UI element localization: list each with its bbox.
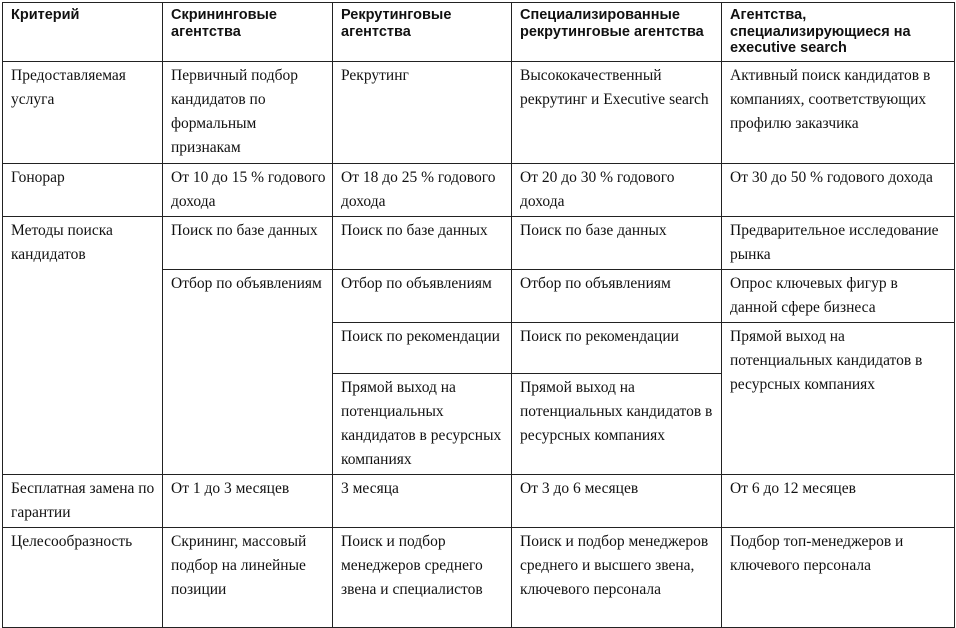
header-screening: Скрининговые агентства bbox=[163, 3, 333, 62]
methods-specialized-4: Прямой выход на потенциальных кандидатов в ресурсных компаниях bbox=[512, 374, 722, 475]
purpose-criterion: Целесообразность bbox=[3, 528, 163, 628]
methods-recruiting-2: Отбор по объявлениям bbox=[333, 270, 512, 323]
methods-executive-3: Прямой выход на потенциальных кандидатов в ресурсных компаниях bbox=[722, 323, 955, 475]
header-criterion: Критерий bbox=[3, 3, 163, 62]
methods-recruiting-4: Прямой выход на потенциальных кандидатов в ресурсных компаниях bbox=[333, 374, 512, 475]
guarantee-recruiting: 3 месяца bbox=[333, 475, 512, 528]
methods-screening-1: Поиск по базе данных bbox=[163, 217, 333, 270]
guarantee-screening: От 1 до 3 месяцев bbox=[163, 475, 333, 528]
comparison-table bbox=[2, 2, 955, 628]
fee-criterion: Гонорар bbox=[3, 164, 163, 217]
methods-specialized-1: Поиск по базе данных bbox=[512, 217, 722, 270]
header-row bbox=[3, 3, 955, 62]
fee-recruiting: От 18 до 25 % годового дохода bbox=[333, 164, 512, 217]
methods-recruiting-1: Поиск по базе данных bbox=[333, 217, 512, 270]
table-row bbox=[3, 62, 955, 164]
methods-recruiting-3: Поиск по рекомендации bbox=[333, 323, 512, 374]
service-criterion: Предоставляемая услуга bbox=[3, 62, 163, 164]
methods-executive-2: Опрос ключевых фигур в данной сфере бизнеса bbox=[722, 270, 955, 323]
table-row bbox=[3, 164, 955, 217]
purpose-recruiting: Поиск и подбор менеджеров среднего звена и специалистов bbox=[333, 528, 512, 628]
methods-criterion: Методы поиска кандидатов bbox=[3, 217, 163, 475]
service-recruiting: Рекрутинг bbox=[333, 62, 512, 164]
table-row bbox=[3, 475, 955, 528]
methods-specialized-2: Отбор по объявлениям bbox=[512, 270, 722, 323]
service-executive: Активный поиск кандидатов в компаниях, соответствующих профилю заказчика bbox=[722, 62, 955, 164]
methods-specialized-3: Поиск по рекомендации bbox=[512, 323, 722, 374]
guarantee-criterion: Бесплатная замена по гарантии bbox=[3, 475, 163, 528]
fee-executive: От 30 до 50 % годового дохода bbox=[722, 164, 955, 217]
header-executive: Агентства, специализирующиеся на executive search bbox=[722, 3, 955, 62]
purpose-screening: Скрининг, массовый подбор на линейные позиции bbox=[163, 528, 333, 628]
table-row bbox=[3, 217, 955, 270]
purpose-executive: Подбор топ-менеджеров и ключевого персонала bbox=[722, 528, 955, 628]
guarantee-specialized: От 3 до 6 месяцев bbox=[512, 475, 722, 528]
header-specialized: Специализированные рекрутинговые агентства bbox=[512, 3, 722, 62]
methods-screening-2: Отбор по объявлениям bbox=[163, 270, 333, 475]
table-row bbox=[3, 528, 955, 628]
methods-executive-1: Предварительное исследование рынка bbox=[722, 217, 955, 270]
service-specialized: Высококачественный рекрутинг и Executive search bbox=[512, 62, 722, 164]
purpose-specialized: Поиск и подбор менеджеров среднего и высшего звена, ключевого персонала bbox=[512, 528, 722, 628]
fee-specialized: От 20 до 30 % годового дохода bbox=[512, 164, 722, 217]
service-screening: Первичный подбор кандидатов по формальным признакам bbox=[163, 62, 333, 164]
fee-screening: От 10 до 15 % годового дохода bbox=[163, 164, 333, 217]
guarantee-executive: От 6 до 12 месяцев bbox=[722, 475, 955, 528]
header-recruiting: Рекрутинговые агентства bbox=[333, 3, 512, 62]
